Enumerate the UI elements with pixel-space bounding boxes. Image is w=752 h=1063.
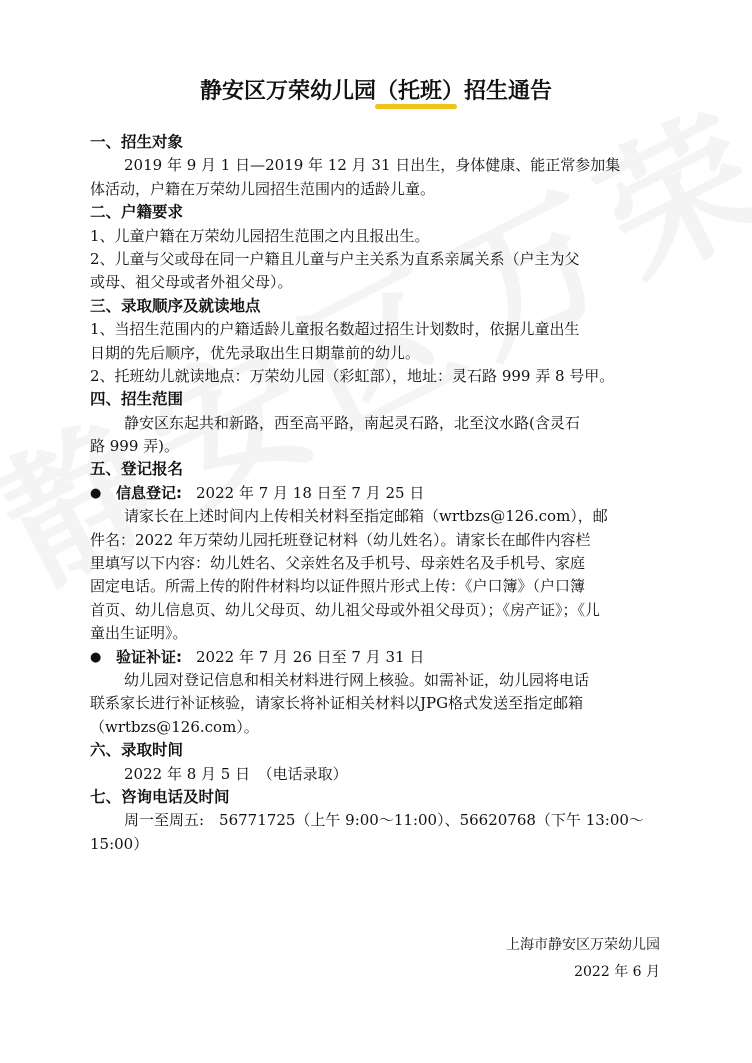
page-title: 静安区万荣幼儿园（托班）招生通告 xyxy=(199,79,552,104)
body-line: 日期的先后顺序，优先录取出生日期靠前的幼儿。 xyxy=(90,343,421,362)
body-line: 固定电话。所需上传的附件材料均以证件照片形式上传：《户口簿》（户口簿 xyxy=(90,577,586,596)
body-line: 联系家长进行补证核验，请家长将补证相关材料以JPG格式发送至指定邮箱 xyxy=(90,694,584,713)
body-line: 2019 年 9 月 1 日—2019 年 12 月 31 日出生，身体健康、能正常参加集 xyxy=(124,156,621,175)
section-heading: 五、登记报名 xyxy=(90,460,184,479)
section-heading: 二、户籍要求 xyxy=(90,203,184,222)
body-line: 1、儿童户籍在万荣幼儿园招生范围之内且报出生。 xyxy=(90,226,430,245)
body-line: 幼儿园对登记信息和相关材料进行网上核验。如需补证，幼儿园将电话 xyxy=(124,670,590,689)
body-line: 1、当招生范围内的户籍适龄儿童报名数超过招生计划数时，依据儿童出生 xyxy=(90,320,580,339)
body-line: 周一至周五: 56771725（上午 9:00～11:00）、56620768（下午 13:00～ xyxy=(124,811,644,830)
body-line: 童出生证明》。 xyxy=(90,624,188,643)
bullet-item-registration xyxy=(90,482,670,505)
body-line: 请家长在上述时间内上传相关材料至指定邮箱（wrtbzs@126.com），邮 xyxy=(124,507,608,526)
body-line: 路 999 弄)。 xyxy=(90,437,180,456)
bullet-icon: ● xyxy=(90,649,102,665)
body-line: 2、儿童与父或母在同一户籍且儿童与户主关系为直系亲属关系（户主为父 xyxy=(90,249,580,268)
body-line: 体活动，户籍在万荣幼儿园招生范围内的适龄儿童。 xyxy=(90,179,436,198)
bullet-value: 2022 年 7 月 18 日至 7 月 25 日 xyxy=(196,483,425,502)
bullet-icon: ● xyxy=(90,485,102,501)
signature-org: 上海市静安区万荣幼儿园 xyxy=(506,937,660,953)
body-line: 首页、幼儿信息页、幼儿父母页、幼儿祖父母或外祖父母页）；《房产证》；《儿 xyxy=(90,600,601,619)
bullet-label: 验证补证: xyxy=(116,647,182,666)
bullet-label: 信息登记: xyxy=(116,483,182,502)
body-line: 2、托班幼儿就读地点：万荣幼儿园（彩虹部），地址：灵石路 999 弄 8 号甲。 xyxy=(90,366,615,385)
body-line: （wrtbzs@126.com）。 xyxy=(90,717,259,736)
body-line: 里填写以下内容：幼儿姓名、父亲姓名及手机号、母亲姓名及手机号、家庭 xyxy=(90,554,586,573)
body-line: 静安区东起共和新路，西至高平路，南起灵石路，北至汶水路(含灵石 xyxy=(124,413,580,432)
section-heading: 七、咨询电话及时间 xyxy=(90,787,230,806)
body-line: 15:00） xyxy=(90,834,149,853)
section-heading: 三、录取顺序及就读地点 xyxy=(90,296,261,315)
section-heading: 六、录取时间 xyxy=(90,741,184,760)
body-line: 2022 年 8 月 5 日 （电话录取） xyxy=(124,764,348,783)
title-highlight-underline xyxy=(375,104,457,109)
section-heading: 四、招生范围 xyxy=(90,390,184,409)
bullet-value: 2022 年 7 月 26 日至 7 月 31 日 xyxy=(196,647,425,666)
signature-date: 2022 年 6 月 xyxy=(574,964,660,980)
section-heading: 一、招生对象 xyxy=(90,133,184,151)
body-line: 件名：2022 年万荣幼儿园托班登记材料（幼儿姓名）。请家长在邮件内容栏 xyxy=(90,530,591,549)
body-line: 或母、祖父母或者外祖父母）。 xyxy=(90,273,293,292)
notice-body xyxy=(90,131,670,856)
bullet-item-verification xyxy=(90,646,670,669)
